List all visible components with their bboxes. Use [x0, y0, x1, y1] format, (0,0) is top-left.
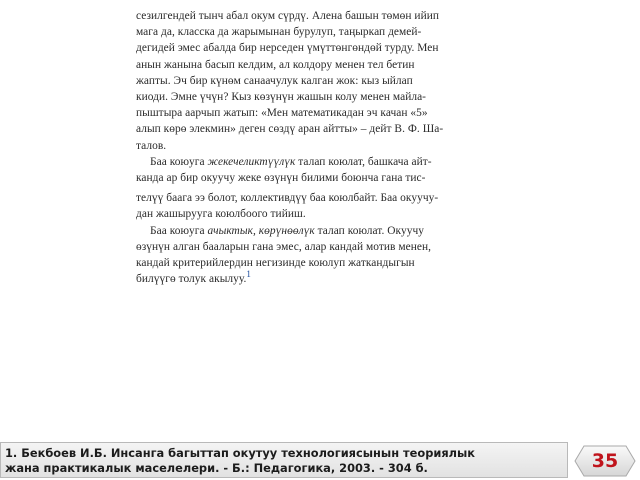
paragraph-4 [136, 223, 510, 288]
text-line: билүүгө толук акылуу. [136, 273, 247, 286]
emphasized-term: ачыктык, көрүнөөлүк [207, 224, 315, 237]
text-fragment: талап коюлат. Окуучу [314, 224, 424, 237]
footnote-reference[interactable]: 1 [246, 269, 251, 280]
text-line: анын жанына басып келдим, ал колдору менен тел бетин [136, 58, 415, 71]
paragraph-3 [136, 190, 510, 222]
page-number: 35 [591, 450, 619, 472]
text-line: дегидей эмес абалда бир нерседен үмүттөнгөндөй турду. Мен [136, 42, 439, 55]
text-line: канда ар бир окуучу жеке өзүнүн билими боюнча гана тис- [136, 172, 426, 185]
text-line: кандай критерийлердин негизинде коюлуп жаткандыгын [136, 257, 415, 270]
text-line: мага да, класска да жарымынан бурулуп, таңыркап демей- [136, 26, 422, 39]
text-fragment: Баа коюуга [150, 155, 208, 168]
footnote-line: жана практикалык маселелери. - Б.: Педагогика, 2003. - 304 б. [5, 461, 428, 475]
text-line: жапты. Эч бир күнөм санаачулук калган жок: кыз ыйлап [136, 74, 413, 87]
text-line: киоди. Эмне үчүн? Кыз көзүнүн жашын колу менен майла- [136, 91, 427, 104]
emphasized-term: жекечеликтүүлүк [207, 155, 296, 168]
text-line: талов. [136, 139, 167, 152]
text-line: пыштыра аарчып жатып: «Мен математикадан эч качан «5» [136, 107, 428, 120]
text-line: өзүнүн алган бааларын гана эмес, алар кандай мотив менен, [136, 240, 431, 253]
scanned-book-text [136, 8, 510, 287]
text-fragment: талап коюлат, башкача айт- [295, 155, 432, 168]
text-fragment: Баа коюуга [150, 224, 208, 237]
footnote-box [0, 442, 568, 478]
text-line: сезилгендей тынч абал окум сүрдү. Алена башын төмөн ийип [136, 10, 440, 22]
page-number-badge [574, 445, 636, 477]
paragraph-2 [136, 154, 510, 186]
text-line: алып көрө элекмин» деген сөздү аран айтты» – дейт В. Ф. Ша- [136, 123, 444, 136]
paragraph-1 [136, 8, 510, 154]
text-line: дан жашырууга коюлбоого тийиш. [136, 208, 306, 221]
text-line: телүү баага ээ болот, коллективдүү баа коюлбайт. Баа окуучу- [136, 192, 439, 205]
footnote-line: 1. Бекбоев И.Б. Инсанга багыттап окутуу технологиясынын теориялык [5, 446, 476, 460]
